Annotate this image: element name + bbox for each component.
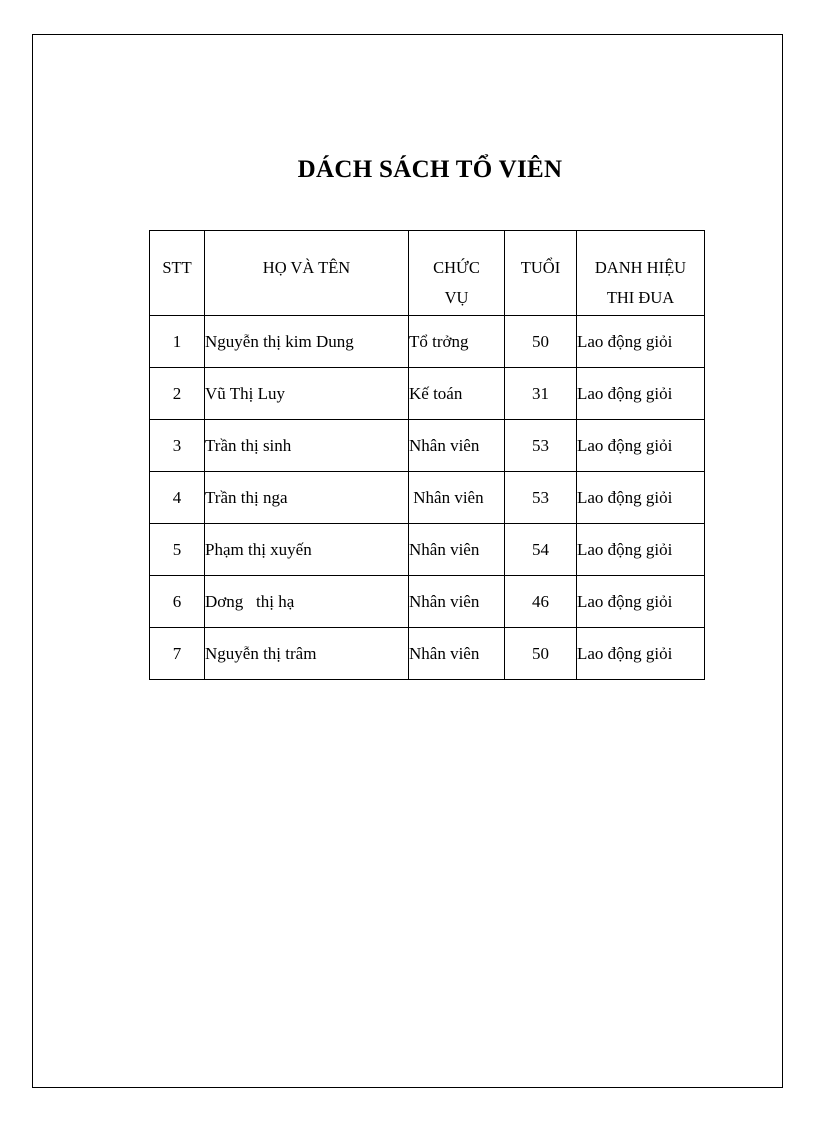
cell-name: Nguyễn thị trâm [205, 628, 409, 680]
cell-award: Lao động giỏi [577, 472, 705, 524]
table-row [150, 420, 705, 472]
cell-role: Tổ trởng [409, 316, 505, 368]
cell-stt: 7 [150, 628, 205, 680]
member-table [149, 230, 705, 680]
table-row [150, 316, 705, 368]
cell-role: Nhân viên [409, 576, 505, 628]
table-row [150, 628, 705, 680]
cell-role: Kế toán [409, 368, 505, 420]
cell-age: 53 [505, 420, 577, 472]
cell-age: 54 [505, 524, 577, 576]
table-row [150, 368, 705, 420]
header-award [577, 231, 705, 316]
document-title: DÁCH SÁCH TỔ VIÊN [297, 156, 563, 183]
cell-award: Lao động giỏi [577, 368, 705, 420]
header-stt: STT [150, 231, 205, 316]
header-role-line2: VỤ [444, 288, 469, 307]
cell-role: Nhân viên [409, 524, 505, 576]
cell-role: Nhân viên [409, 628, 505, 680]
table-row [150, 576, 705, 628]
cell-stt: 4 [150, 472, 205, 524]
cell-stt: 2 [150, 368, 205, 420]
header-age: TUỔI [505, 231, 577, 316]
cell-award: Lao động giỏi [577, 628, 705, 680]
cell-award: Lao động giỏi [577, 576, 705, 628]
cell-role: Nhân viên [409, 472, 505, 524]
cell-age: 53 [505, 472, 577, 524]
cell-name: Trần thị nga [205, 472, 409, 524]
cell-name: Vũ Thị Luy [205, 368, 409, 420]
cell-role: Nhân viên [409, 420, 505, 472]
table-header-row [150, 231, 705, 316]
table-row [150, 472, 705, 524]
cell-stt: 6 [150, 576, 205, 628]
cell-age: 31 [505, 368, 577, 420]
cell-age: 50 [505, 316, 577, 368]
header-role [409, 231, 505, 316]
cell-age: 46 [505, 576, 577, 628]
table-row [150, 524, 705, 576]
header-award-line2: THI ĐUA [606, 288, 675, 307]
cell-stt: 1 [150, 316, 205, 368]
header-name: HỌ VÀ TÊN [205, 231, 409, 316]
cell-age: 50 [505, 628, 577, 680]
cell-award: Lao động giỏi [577, 420, 705, 472]
cell-stt: 5 [150, 524, 205, 576]
cell-award: Lao động giỏi [577, 316, 705, 368]
header-award-line1: DANH HIỆU [594, 258, 687, 277]
header-role-line1: CHỨC [433, 258, 480, 277]
cell-award: Lao động giỏi [577, 524, 705, 576]
cell-name: Dơng thị hạ [205, 576, 409, 628]
cell-stt: 3 [150, 420, 205, 472]
cell-name: Trần thị sinh [205, 420, 409, 472]
cell-name: Nguyễn thị kim Dung [205, 316, 409, 368]
cell-name: Phạm thị xuyến [205, 524, 409, 576]
